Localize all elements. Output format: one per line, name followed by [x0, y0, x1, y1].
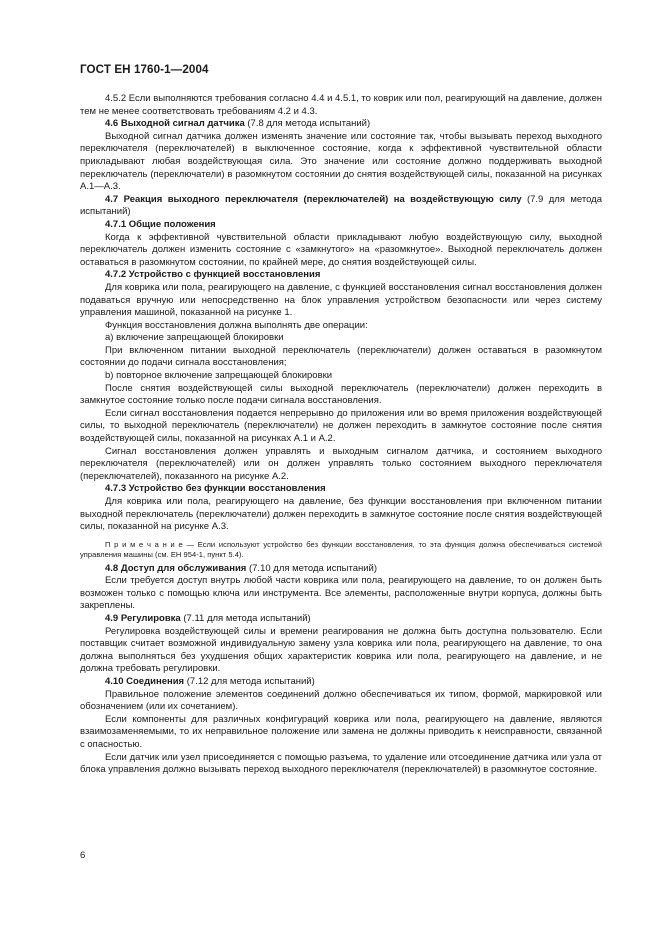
heading-number: 4.7.3 — [105, 483, 127, 495]
heading-4-7 — [80, 194, 602, 219]
paragraph-4-7-2-a: Для коврика или пола, реагирующего на давление, с функцией восстановления сигнал восстановления должен подаваться вручную или непосредственно на блок управления устройством безопасности или через систему управления машиной, показанной на рисунке 1. — [80, 281, 602, 319]
paragraph-4-8: Если требуется доступ внутрь любой части коврика или пола, реагирующего на давление, то он должен быть возможен только с помощью ключа или инструмента. Все элементы, расположенные внутри корпуса, должны быть закреплены. — [80, 575, 602, 612]
document-body — [80, 93, 602, 777]
heading-title: Выходной сигнал датчика — [120, 118, 245, 130]
paragraph-4-7-3: Для коврика или пола, реагирующего на давление, без функции восстановления при включенном питании выходной переключатель (переключатели) должен переходить в замкнутое состояние после снятия воздействующей силы, показанной на рисунке А.3. — [80, 496, 602, 533]
note: П р и м е ч а н и е — Если используют устройство без функции восстановления, то эта функция должна обеспечиваться системой управления машины (см. ЕН 954-1, пункт 5.4). — [80, 539, 602, 560]
heading-number: 4.7.2 — [105, 269, 127, 281]
heading-title: Общие положения — [128, 218, 216, 230]
paragraph-4-7-2-d: При включенном питании выходной переключатель (переключатели) должен оставаться в разомкнутом состоянии до подачи сигнала восстановления; — [80, 344, 602, 369]
heading-title: Устройство с функцией восстановления — [128, 269, 321, 281]
document-header: ГОСТ ЕН 1760-1—2004 — [80, 63, 209, 76]
paragraph-4-10-b: Если компоненты для различных конфигураций коврика или пола, реагирующего на давление, являются взаимозаменяемыми, то их неправильное положение или замена не должны приводить к неисправности, связанной с опасностью. — [80, 713, 602, 750]
heading-title: Доступ для обслуживания — [120, 562, 247, 574]
heading-title: Регулировка — [120, 612, 181, 624]
paragraph-4-10-a: Правильное положение элементов соединений должно обеспечиваться их типом, формой, маркировкой или обозначением (или их сочетанием). — [80, 688, 602, 713]
heading-reference: (7.8 для метода испытаний) — [244, 118, 371, 130]
heading-title: Соединения — [126, 675, 185, 687]
heading-4-7-1 — [80, 219, 602, 232]
page-number: 6 — [80, 850, 86, 861]
heading-4-7-2 — [80, 269, 602, 282]
list-item-a: a) включение запрещающей блокировки — [105, 332, 284, 344]
heading-number: 4.9 — [105, 612, 119, 624]
heading-4-8 — [80, 563, 602, 576]
heading-title: Устройство без функции восстановления — [128, 483, 326, 495]
heading-number: 4.8 — [105, 562, 119, 574]
heading-number: 4.7 — [105, 193, 119, 205]
heading-title: Реакция выходного переключателя (переключателей) на воздействующую силу — [123, 193, 522, 205]
heading-reference: (7.10 для метода испытаний) — [246, 562, 378, 574]
heading-number: 4.10 — [105, 675, 124, 687]
heading-4-10 — [80, 676, 602, 689]
heading-number: 4.6 — [105, 118, 119, 130]
paragraph-4-7-2-g: Если сигнал восстановления подается непрерывно до приложения или во время приложения воздействующей силы, то выходной переключатель (переключатели) не должен переходить в замкнутое состояние после снятия воздействующей силы, показанной на рисунках А.1 и А.2. — [80, 407, 602, 445]
paragraph-4-10-c: Если датчик или узел присоединяется с помощью разъема, то удаление или отсоединение датчика или узла от блока управления должно вызывать переход выходного переключателя (переключателей) в разомкнутое состояние. — [80, 751, 602, 776]
list-item-b: b) повторное включение запрещающей блокировки — [105, 370, 333, 382]
paragraph-4-7-2-f: После снятия воздействующей силы выходной переключатель (переключатели) должен переходить в замкнутое состояние только после подачи сигнала восстановления. — [80, 382, 602, 407]
heading-number: 4.7.1 — [105, 218, 127, 230]
paragraph-4-7-1: Когда к эффективной чувствительной области прикладывают любую воздействующую силу, выходной переключатель должен изменить состояние с «замкнутого» на «разомкнутое». Выходной переключатель должен оставаться в разомкнутом состоянии, по крайней мере, до снятия воздействующей силы. — [80, 231, 602, 268]
paragraph-4-5-2: 4.5.2 Если выполняются требования согласно 4.4 и 4.5.1, то коврик или пол, реагирующий на давление, должен тем не менее соответствовать требованиям 4.2 и 4.3. — [80, 93, 602, 117]
heading-reference: (7.12 для метода испытаний) — [184, 675, 315, 687]
paragraph-4-7-2-b: Функция восстановления должна выполнять две операции: — [105, 319, 368, 331]
paragraph-4-6: Выходной сигнал датчика должен изменять значение или состояние так, чтобы вызывать переход выходного переключателя (переключателей) в выключенное состояние, когда к эффективной чувствительной области прикладывают любая воздействующая сила. Это значение или состояние должно поддерживать выходной переключатель (переключатели) в разомкнутом состоянии до снятия воздействующей силы, показанной на рисунках А.1—А.3. — [80, 130, 602, 193]
heading-reference: (7.9 для метода испытаний) — [80, 193, 603, 218]
heading-reference: (7.11 для метода испытаний) — [180, 612, 311, 624]
paragraph-4-9: Регулировка воздействующей силы и времени реагирования не должна быть доступна пользователю. Если поставщик считает возможной индивидуальную замену узла коврика или пола, реагирующего на давление, то она должна выполняться без ухудшения общих характеристик коврика или пола, реагирующего на давление, и не должна требовать регулировки. — [80, 625, 602, 675]
paragraph-4-7-2-h: Сигнал восстановления должен управлять и выходным сигналом датчика, и состоянием выходного переключателя (переключателей) или он должен управлять только состоянием выходного переключателя (переключателей), показанного на рисунке А.2. — [80, 445, 602, 482]
heading-4-6 — [80, 118, 602, 131]
heading-4-9 — [80, 613, 602, 626]
heading-4-7-3 — [80, 483, 602, 496]
